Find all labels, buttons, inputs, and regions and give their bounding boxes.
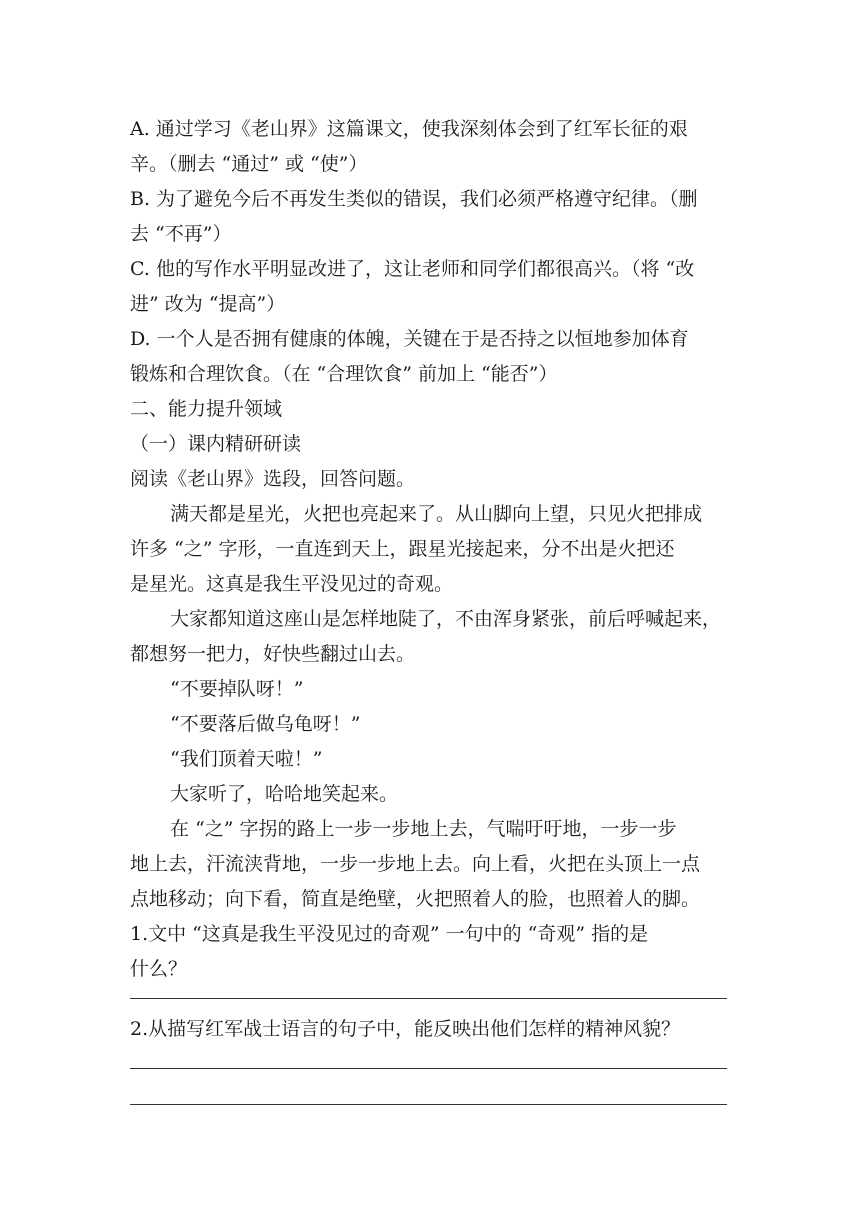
option-d-line-2: 锻炼和合理饮食。（在 “合理饮食” 前加上 “能否”） (130, 363, 558, 385)
passage-paragraph-3: 大家听了，哈哈地笑起来。 (170, 783, 399, 805)
answer-line-question-1[interactable] (130, 998, 727, 999)
option-c-line-2: 进” 改为 “提高”） (130, 293, 286, 315)
passage-quote-2: “不要落后做乌龟呀！” (170, 713, 361, 735)
question-1-line-1: 1.文中 “这真是我生平没见过的奇观” 一句中的 “奇观” 指的是 (130, 923, 649, 945)
document-page (130, 112, 730, 987)
passage-paragraph-1-line-1: 满天都是星光，火把也亮起来了。从山脚向上望，只见火把排成 (170, 503, 703, 525)
question-2-line: 2.从描写红军战士语言的句子中，能反映出他们怎样的精神风貌？ (130, 1018, 681, 1040)
option-a-line-2: 辛。（删去 “通过” 或 “使”） (130, 153, 368, 175)
reading-instruction: 阅读《老山界》选段，回答问题。 (130, 468, 416, 490)
option-b-line-1: B. 为了避免今后不再发生类似的错误，我们必须严格遵守纪律。（删 (130, 188, 698, 210)
option-b-line-2: 去 “不再”） (130, 223, 232, 245)
passage-paragraph-4-line-2: 地上去，汗流浃背地，一步一步地上去。向上看，火把在头顶上一点 (130, 853, 701, 875)
passage-paragraph-2-line-2: 都想努一把力，好快些翻过山去。 (130, 643, 416, 665)
section-heading: 二、能力提升领域 (130, 398, 283, 420)
answer-line-question-2-b[interactable] (130, 1104, 727, 1105)
option-a-line-1: A. 通过学习《老山界》这篇课文，使我深刻体会到了红军长征的艰 (130, 118, 688, 140)
option-c-line-1: C. 他的写作水平明显改进了，这让老师和同学们都很高兴。（将 “改 (130, 258, 695, 280)
subsection-heading: （一）课内精研研读 (130, 433, 302, 455)
question-1-line-2: 什么？ (130, 958, 188, 980)
option-d-line-1: D. 一个人是否拥有健康的体魄，关键在于是否持之以恒地参加体育 (130, 328, 689, 350)
passage-paragraph-1-line-3: 是星光。这真是我生平没见过的奇观。 (130, 573, 454, 595)
passage-paragraph-4-line-1: 在 “之” 字拐的路上一步一步地上去，气喘吁吁地，一步一步 (170, 818, 677, 840)
question-2-block (130, 1012, 730, 1047)
passage-paragraph-2-line-1: 大家都知道这座山是怎样地陡了，不由浑身紧张，前后呼喊起来， (170, 608, 722, 630)
passage-paragraph-1-line-2: 许多 “之” 字形，一直连到天上，跟星光接起来，分不出是火把还 (130, 538, 675, 560)
passage-quote-1: “不要掉队呀！” (170, 678, 304, 700)
passage-quote-3: “我们顶着天啦！” (170, 748, 323, 770)
answer-line-question-2-a[interactable] (130, 1068, 727, 1069)
passage-paragraph-4-line-3: 点地移动；向下看，简直是绝壁，火把照着人的脸，也照着人的脚。 (130, 888, 701, 910)
